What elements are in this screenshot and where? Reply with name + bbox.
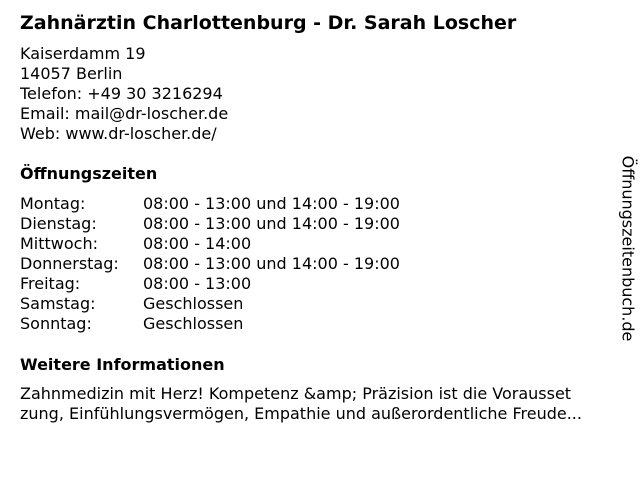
hours-row-saturday xyxy=(20,294,400,314)
hours-row-tuesday xyxy=(20,214,400,234)
site-watermark: Öffnungszeitenbuch.de xyxy=(618,155,638,341)
hours-time: 08:00 - 13:00 xyxy=(143,274,252,293)
watermark-container xyxy=(616,133,640,363)
hours-day: Sonntag: xyxy=(20,314,92,333)
info-line: Zahnmedizin mit Herz! Kompetenz &amp; Präzision ist die Vorausset xyxy=(20,384,572,403)
hours-time: 08:00 - 13:00 und 14:00 - 19:00 xyxy=(143,214,400,233)
hours-day: Donnerstag: xyxy=(20,254,119,273)
hours-day: Mittwoch: xyxy=(20,234,98,253)
email-address: Email: mail@dr-loscher.de xyxy=(20,104,229,123)
phone-number: Telefon: +49 30 3216294 xyxy=(20,84,223,103)
hours-time: Geschlossen xyxy=(143,294,244,313)
hours-time: Geschlossen xyxy=(143,314,244,333)
hours-time: 08:00 - 13:00 und 14:00 - 19:00 xyxy=(143,194,400,213)
hours-time: 08:00 - 13:00 und 14:00 - 19:00 xyxy=(143,254,400,273)
info-line: zung, Einfühlungsvermögen, Empathie und außerordentliche Freude... xyxy=(20,404,582,423)
city-address: 14057 Berlin xyxy=(20,64,123,83)
page-title: Zahnärztin Charlottenburg - Dr. Sarah Loscher xyxy=(20,12,517,34)
hours-row-sunday xyxy=(20,314,400,334)
website: Web: www.dr-loscher.de/ xyxy=(20,124,217,143)
hours-row-thursday xyxy=(20,254,400,274)
hours-row-wednesday xyxy=(20,234,400,254)
opening-hours-heading: Öffnungszeiten xyxy=(20,164,158,183)
hours-day: Montag: xyxy=(20,194,86,213)
hours-time: 08:00 - 14:00 xyxy=(143,234,252,253)
further-info-text xyxy=(20,384,632,424)
hours-day: Dienstag: xyxy=(20,214,97,233)
hours-day: Samstag: xyxy=(20,294,96,313)
street-address: Kaiserdamm 19 xyxy=(20,44,146,63)
contact-block xyxy=(20,44,228,144)
hours-day: Freitag: xyxy=(20,274,81,293)
hours-row-monday xyxy=(20,194,400,214)
hours-row-friday xyxy=(20,274,400,294)
further-info-heading: Weitere Informationen xyxy=(20,355,225,374)
opening-hours-table xyxy=(20,194,400,334)
